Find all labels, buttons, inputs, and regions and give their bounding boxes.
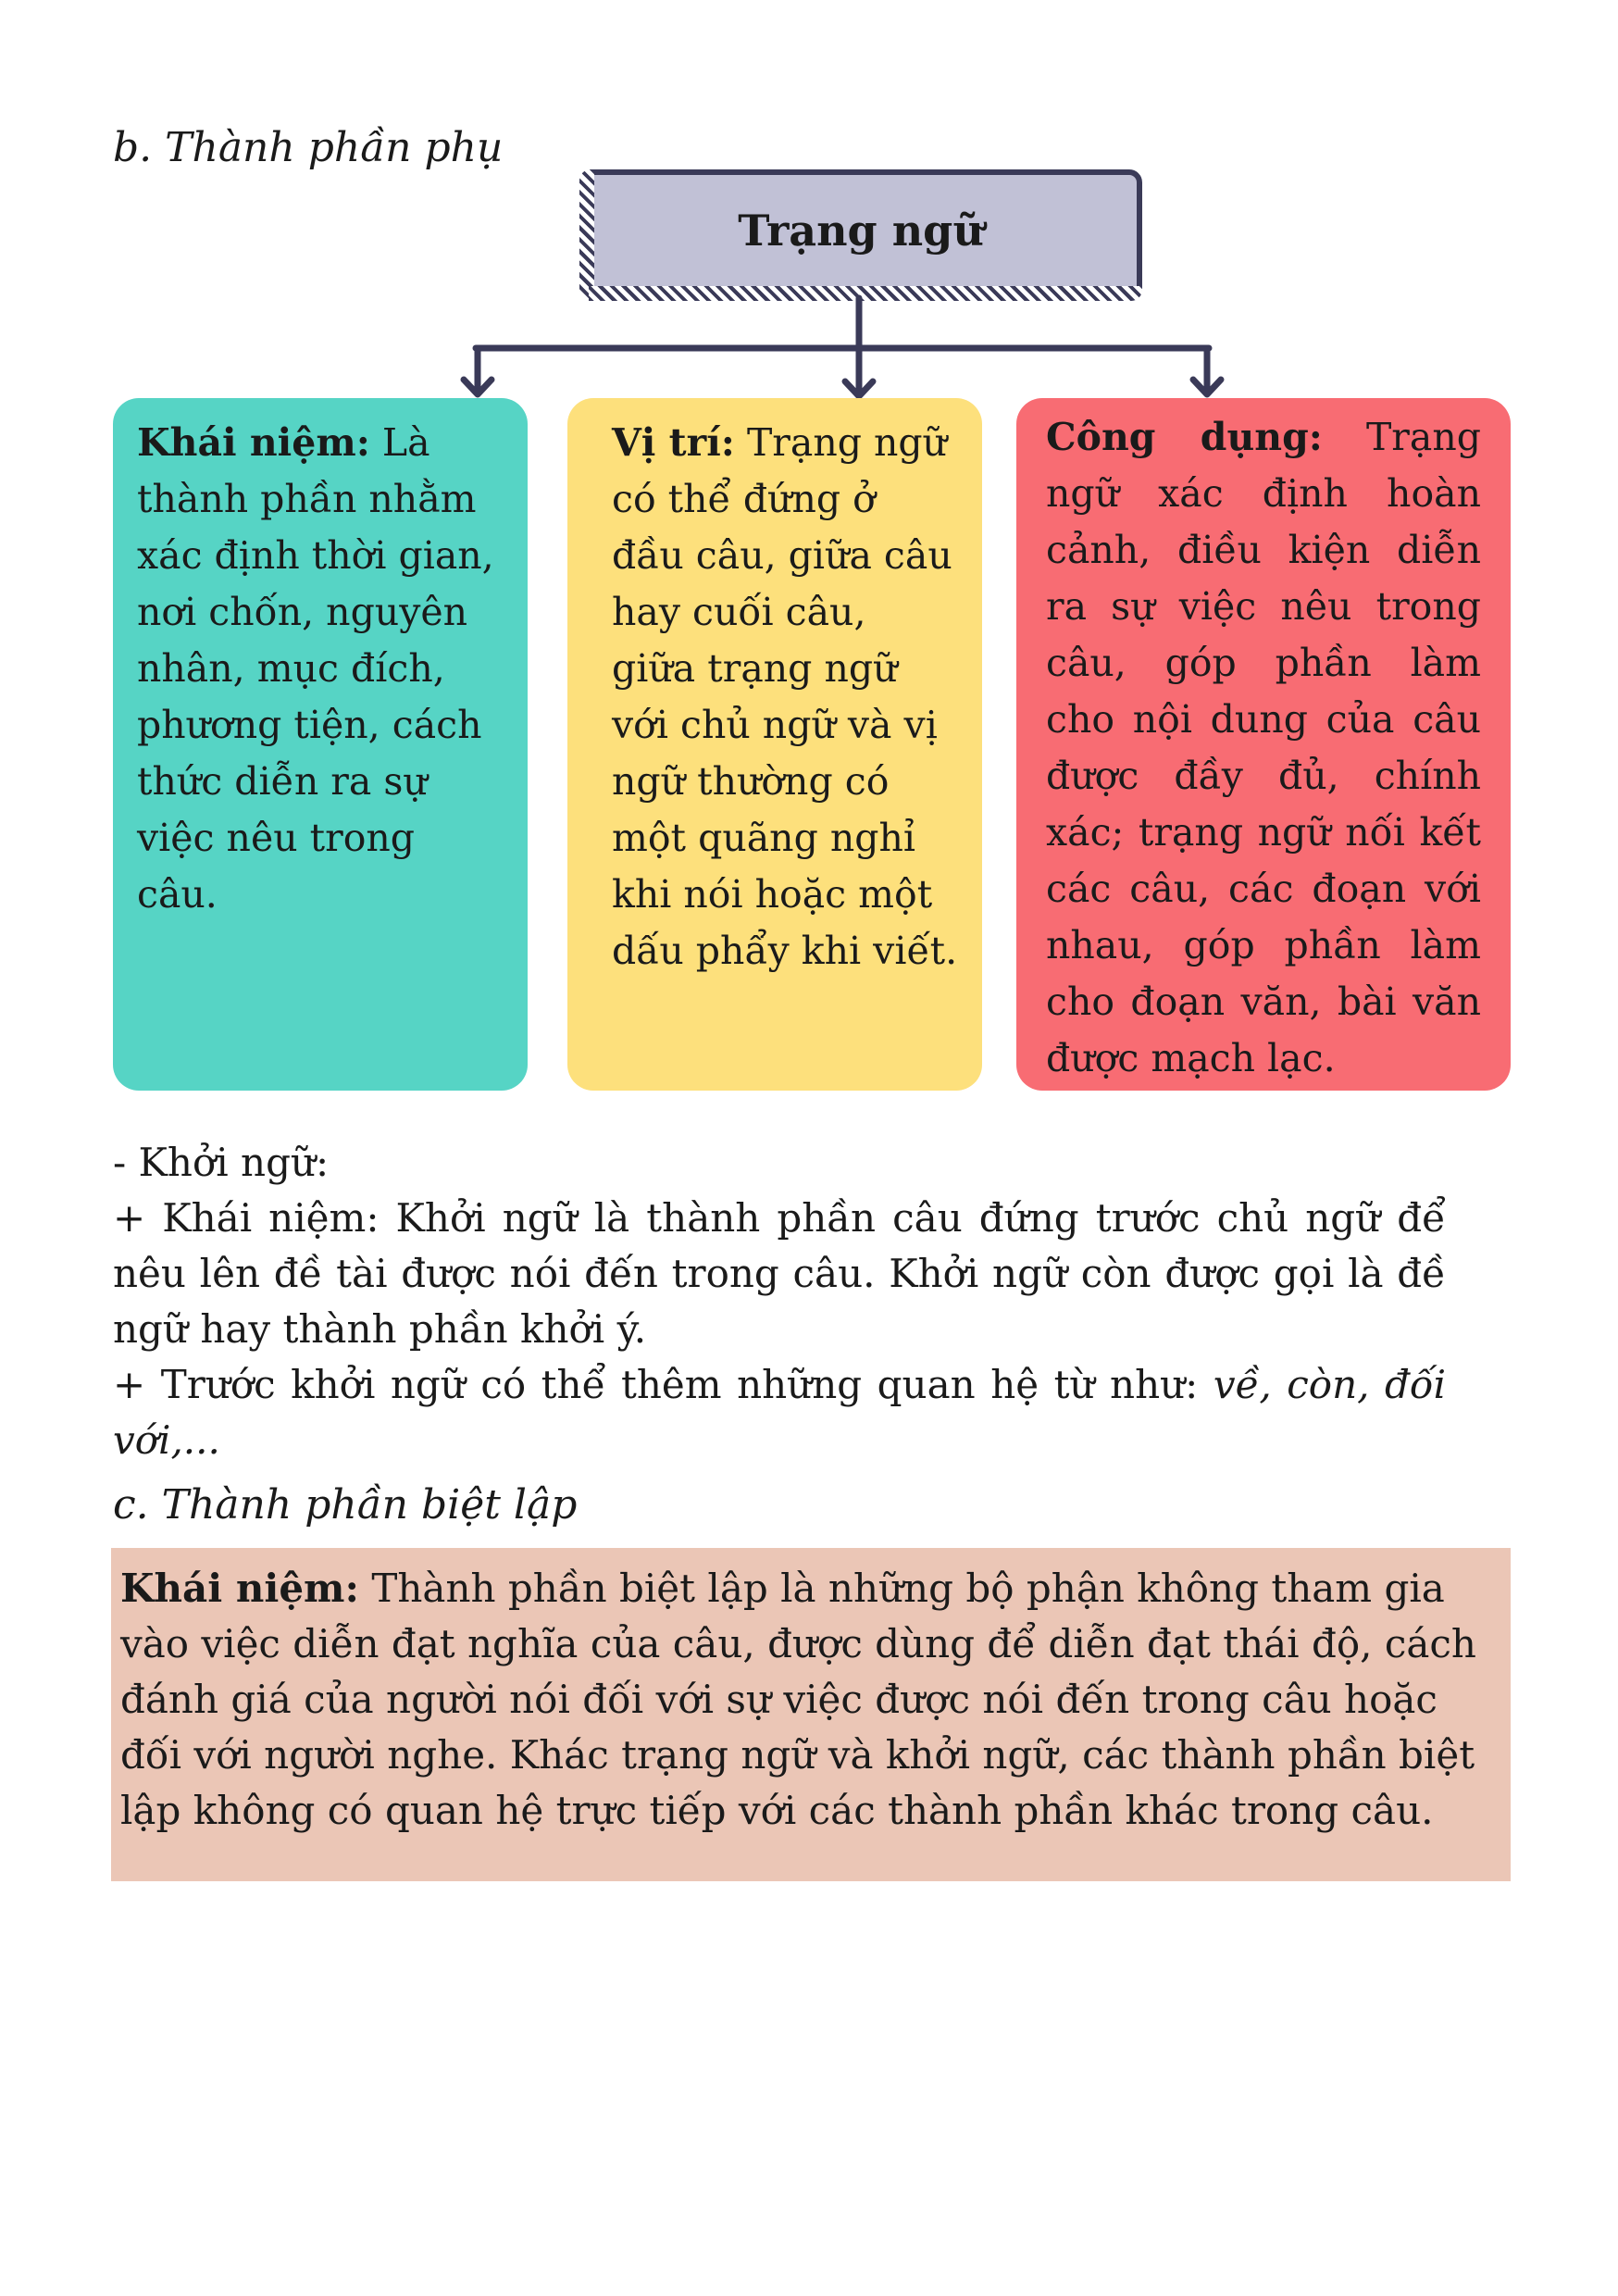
khoi-ngu-definition: + Khái niệm: Khởi ngữ là thành phần câu đứng trước chủ ngữ để nêu lên đề tài được nói đến trong câu. Khởi ngữ còn được gọi là đề ngữ hay thành phần khởi ý.: [113, 1195, 1446, 1352]
khoi-ngu-relation-examples: về, còn, đối với,...: [113, 1362, 1446, 1463]
khoi-ngu-block: [113, 1135, 1446, 1468]
card-concept-label: Khái niệm:: [137, 420, 370, 465]
card-concept: [113, 398, 528, 1091]
card-function-label: Công dụng:: [1046, 415, 1323, 459]
card-position-text: Trạng ngữ có thể đứng ở đầu câu, giữa câu hay cuối câu, giữa trạng ngữ với chủ ngữ và vị ngữ thường có một quãng nghỉ khi nói hoặc một dấu phẩy khi viết.: [612, 420, 958, 973]
diagram-title: Trạng ngữ: [738, 206, 984, 256]
biet-lap-definition-box: [111, 1548, 1511, 1881]
khoi-ngu-relation-prefix: + Trước khởi ngữ có thể thêm những quan hệ từ như:: [113, 1362, 1214, 1407]
card-function-text: Trạng ngữ xác định hoàn cảnh, điều kiện diễn ra sự việc nêu trong câu, góp phần làm cho nội dung của câu được đầy đủ, chính xác; trạng ngữ nối kết các câu, các đoạn với nhau, góp phần làm cho đoạn văn, bài văn được mạch lạc.: [1046, 415, 1481, 1080]
card-position: [567, 398, 982, 1091]
khoi-ngu-heading: - Khởi ngữ:: [113, 1140, 330, 1185]
section-b-heading: b. Thành phần phụ: [113, 124, 504, 171]
card-function: [1016, 398, 1511, 1091]
card-concept-text: Là thành phần nhằm xác định thời gian, nơi chốn, nguyên nhân, mục đích, phương tiện, cách thức diễn ra sự việc nêu trong câu.: [137, 420, 494, 917]
card-position-label: Vị trí:: [612, 420, 735, 465]
biet-lap-definition-text: Thành phần biệt lập là những bộ phận không tham gia vào việc diễn đạt nghĩa của câu, được dùng để diễn đạt thái độ, cách đánh giá của người nói đối với sự việc được nói đến trong câu hoặc đối với người nghe. Khác trạng ngữ và khởi ngữ, các thành phần biệt lập không có quan hệ trực tiếp với các thành phần khác trong câu.: [120, 1566, 1476, 1833]
biet-lap-definition-label: Khái niệm:: [120, 1566, 359, 1611]
diagram-connectors: [0, 0, 1618, 407]
khoi-ngu-relation-line: [113, 1357, 1446, 1468]
section-c-heading: c. Thành phần biệt lập: [113, 1481, 578, 1529]
